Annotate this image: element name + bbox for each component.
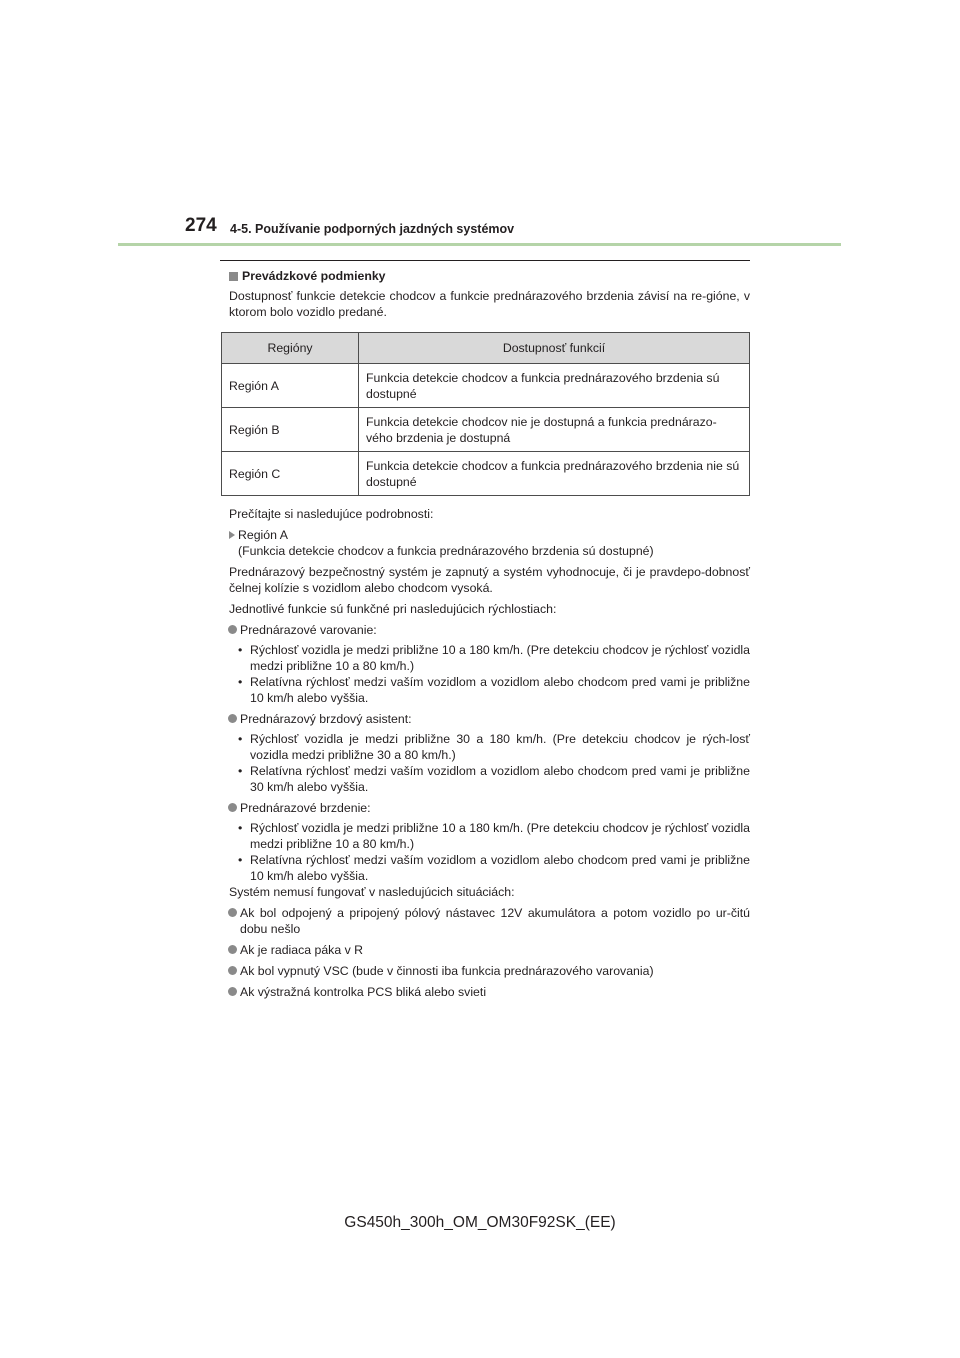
not-working-intro: Systém nemusí fungovať v nasledujúcich situáciách:	[229, 885, 515, 899]
circle-bullet-icon	[228, 803, 237, 812]
function-title: Prednárazové varovanie:	[240, 623, 377, 637]
condition-text: Relatívna rýchlosť medzi vaším vozidlom a vozidlom alebo chodcom pred vami je približne 10 km/h alebo vyššia.	[250, 675, 750, 705]
function-conditions	[238, 731, 750, 795]
square-bullet-icon	[229, 272, 238, 281]
table-cell-region: Región A	[222, 364, 359, 408]
list-item: • Rýchlosť vozidla je medzi približne 10 a 180 km/h. (Pre detekciu chodcov je rýchlosť vozidla medzi približne 10 a 80 km/h.)	[238, 821, 750, 851]
function-title: Prednárazové brzdenie:	[240, 801, 371, 815]
header-rule	[118, 243, 841, 246]
table-cell-region: Región B	[222, 408, 359, 452]
speeds-intro: Jednotlivé funkcie sú funkčné pri nasledujúcich rýchlostiach:	[229, 602, 557, 616]
table-row	[222, 408, 750, 452]
function-item	[229, 622, 750, 638]
function-item	[229, 711, 750, 727]
situation-text: Ak výstražná kontrolka PCS bliká alebo svieti	[240, 985, 487, 999]
circle-bullet-icon	[228, 987, 237, 996]
function-title: Prednárazový brzdový asistent:	[240, 712, 412, 726]
list-item: • Rýchlosť vozidla je medzi približne 30 a 180 km/h. (Pre detekciu chodcov je rých-losť vozidla medzi približne 30 a 80 km/h.)	[238, 732, 750, 762]
document-code: GS450h_300h_OM_OM30F92SK_(EE)	[344, 1214, 616, 1231]
table-cell-region: Región C	[222, 452, 359, 496]
condition-text: Rýchlosť vozidla je medzi približne 30 a 180 km/h. (Pre detekciu chodcov je rých-losť vozidla medzi približne 30 a 80 km/h.)	[250, 732, 750, 762]
page-number: 274	[185, 215, 217, 236]
table-cell-availability: Funkcia detekcie chodcov nie je dostupná a funkcia prednárazo-vého brzdenia je dostupná	[359, 408, 750, 452]
condition-text: Relatívna rýchlosť medzi vaším vozidlom a vozidlom alebo chodcom pred vami je približne 10 km/h alebo vyššia.	[250, 853, 750, 883]
situation-text: Ak bol vypnutý VSC (bude v činnosti iba funkcia prednárazového varovania)	[240, 964, 654, 978]
situation-item	[229, 984, 750, 1000]
table-header-regions: Regióny	[222, 333, 359, 364]
situation-text: Ak je radiaca páka v R	[240, 943, 364, 957]
situation-text: Ak bol odpojený a pripojený pólový nástavec 12V akumulátora a potom vozidlo po ur-čitú dobu nešlo	[240, 906, 750, 936]
function-conditions	[238, 642, 750, 706]
table-header-availability: Dostupnosť funkcií	[359, 333, 750, 364]
table-header-row	[222, 333, 750, 364]
function-item	[229, 800, 750, 816]
condition-text: Rýchlosť vozidla je medzi približne 10 a 180 km/h. (Pre detekciu chodcov je rýchlosť vozidla medzi približne 10 a 80 km/h.)	[250, 643, 750, 673]
table-row	[222, 364, 750, 408]
circle-bullet-icon	[228, 714, 237, 723]
availability-table	[221, 332, 750, 496]
region-a-title: Región A	[238, 528, 288, 542]
arrow-bullet-icon	[229, 531, 235, 539]
circle-bullet-icon	[228, 966, 237, 975]
situation-item	[229, 942, 750, 958]
situation-item	[229, 905, 750, 937]
condition-text: Relatívna rýchlosť medzi vaším vozidlom a vozidlom alebo chodcom pred vami je približne 30 km/h alebo vyššia.	[250, 764, 750, 794]
function-conditions	[238, 820, 750, 884]
circle-bullet-icon	[228, 945, 237, 954]
list-item: • Rýchlosť vozidla je medzi približne 10 a 180 km/h. (Pre detekciu chodcov je rýchlosť vozidla medzi približne 10 a 80 km/h.)	[238, 643, 750, 673]
circle-bullet-icon	[228, 625, 237, 634]
table-cell-availability: Funkcia detekcie chodcov a funkcia prednárazového brzdenia nie sú dostupné	[359, 452, 750, 496]
circle-bullet-icon	[228, 908, 237, 917]
list-item: • Relatívna rýchlosť medzi vaším vozidlom a vozidlom alebo chodcom pred vami je približne 10 km/h alebo vyššia.	[238, 853, 750, 883]
region-a-note: (Funkcia detekcie chodcov a funkcia prednárazového brzdenia sú dostupné)	[238, 544, 654, 558]
details-intro: Prečítajte si nasledujúce podrobnosti:	[229, 507, 434, 521]
section-heading-text: Prevádzkové podmienky	[242, 269, 386, 283]
table-cell-availability: Funkcia detekcie chodcov a funkcia prednárazového brzdenia sú dostupné	[359, 364, 750, 408]
table-row	[222, 452, 750, 496]
content-rule	[220, 260, 750, 261]
list-item: • Relatívna rýchlosť medzi vaším vozidlom a vozidlom alebo chodcom pred vami je približne 10 km/h alebo vyššia.	[238, 675, 750, 705]
system-paragraph: Prednárazový bezpečnostný systém je zapnutý a systém vyhodnocuje, či je pravdepo-dobnosť čelnej kolízie s vozidlom alebo chodcom vysoká.	[229, 565, 750, 595]
content-body	[229, 268, 750, 1000]
condition-text: Rýchlosť vozidla je medzi približne 10 a 180 km/h. (Pre detekciu chodcov je rýchlosť vozidla medzi približne 10 a 80 km/h.)	[250, 821, 750, 851]
section-intro: Dostupnosť funkcie detekcie chodcov a funkcie prednárazového brzdenia závisí na re-gióne, v ktorom bolo vozidlo predané.	[229, 289, 750, 319]
situation-item	[229, 963, 750, 979]
chapter-title: 4-5. Používanie podporných jazdných systémov	[230, 222, 515, 236]
section-heading	[229, 268, 750, 284]
region-a-item	[229, 527, 750, 559]
list-item: • Relatívna rýchlosť medzi vaším vozidlom a vozidlom alebo chodcom pred vami je približne 30 km/h alebo vyššia.	[238, 764, 750, 794]
